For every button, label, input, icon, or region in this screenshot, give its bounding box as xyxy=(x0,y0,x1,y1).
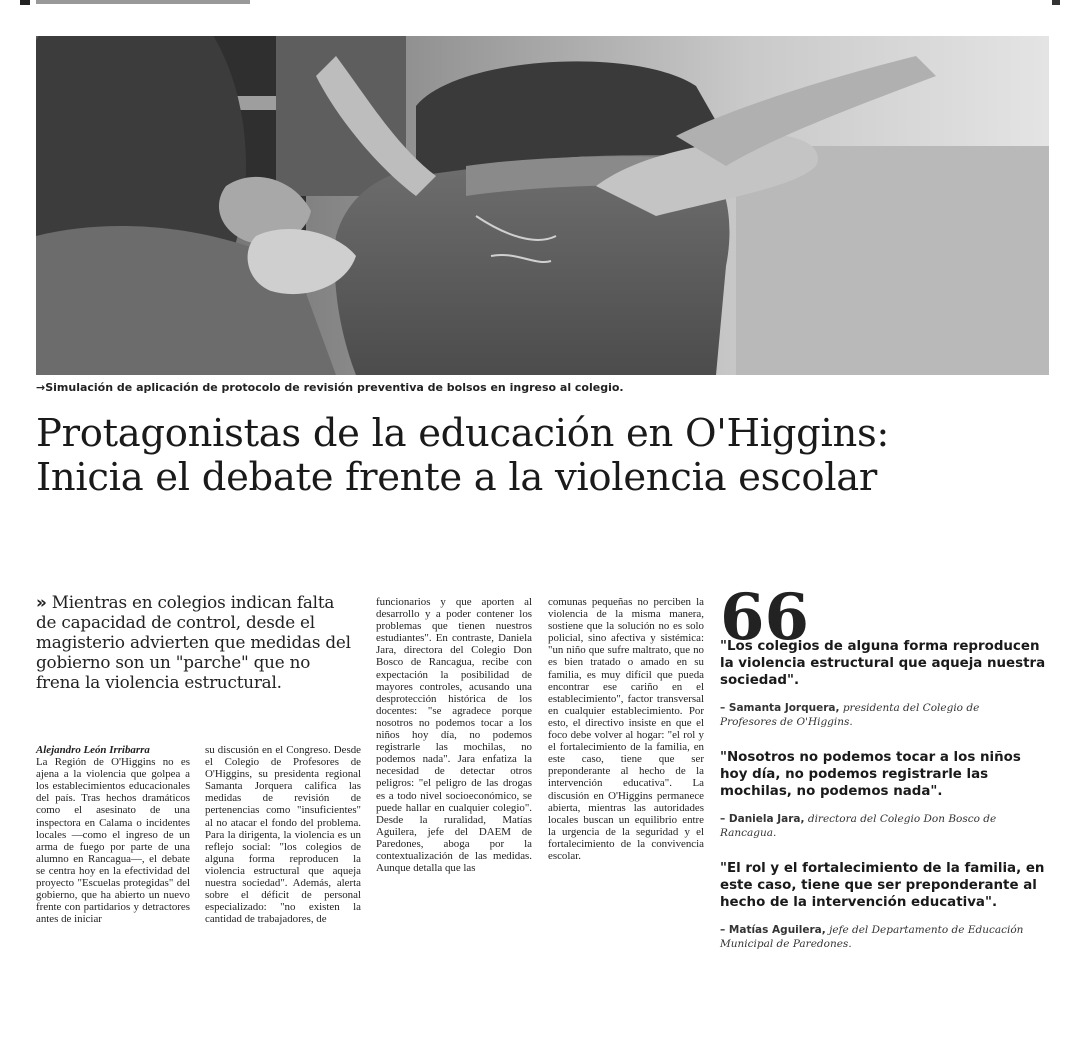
quote-attribution xyxy=(720,812,1020,840)
running-header xyxy=(36,0,250,4)
quote-text: "Los colegios de alguna forma reproducen la violencia estructural que aqueja nuestra sociedad". xyxy=(720,639,1046,688)
photo-caption: →Simulación de aplicación de protocolo de revisión preventiva de bolsos en ingreso al colegio. xyxy=(36,381,624,394)
article-photo xyxy=(36,36,1049,375)
quote-author-name: – Samanta Jorquera, xyxy=(720,702,840,714)
body-column-1 xyxy=(36,744,190,925)
article-lead xyxy=(36,592,356,692)
body-text-3: funcionarios y que aporten al desarrollo y a poder contener los problemas que tienen nuestros estudiantes". En contraste, Daniela Jara, directora del Colegio Don Bosco de Rancagua, recibe con expectación la posibilidad de mayores controles, acusando una desprotección histórica de los docentes: "se agradece porque nosotros no podemos tocar a los niños hoy día, no podemos registrarle las mochilas, no podemos nada". Jara enfatiza la necesidad de detectar otros peligros: "el peligro de las drogas es a todo nivel socioeconómico, se puede hallar en cualquier colegio". Desde la ruralidad, Matías Aguilera, jefe del DAEM de Paredones, aboga por la contextualización de las medidas. Aunque detalla que las xyxy=(376,596,532,875)
quote-attribution xyxy=(720,923,1050,951)
body-column-4 xyxy=(548,596,704,862)
quote-text: "Nosotros no podemos tocar a los niños hoy día, no podemos registrarle las mochilas, no podemos nada". xyxy=(720,750,1021,799)
quote-text: "El rol y el fortalecimiento de la familia, en este caso, tiene que ser preponderante al hecho de la intervención educativa". xyxy=(720,861,1045,910)
quote-author-role: presidenta del Colegio de Profesores de O'Higgins. xyxy=(720,702,980,728)
body-text-4: comunas pequeñas no perciben la violencia de la misma manera, sostiene que la solución no es solo policial, sino afectiva y sistémica: "un niño que sufre maltrato, que no es bien tratado o amado en su familia, es muy difícil que pueda encontrar ese cariño en el establecimiento", factor transversal en cualquier establecimiento. Por esto, el directivo insiste en que el foco debe volver al hogar: "el rol y el fortalecimiento de la familia, en este caso, tiene que ser preponderante al hecho de la intervención educativa". La discusión en O'Higgins permanece abierta, mientras las autoridades locales buscan un equilibrio entre la urgencia de la seguridad y el fortalecimiento de la convivencia escolar. xyxy=(548,596,704,862)
quote-mark-icon: 66 xyxy=(720,580,810,655)
body-column-3 xyxy=(376,596,532,874)
body-text-2: su discusión en el Congreso. Desde el Colegio de Profesores de O'Higgins, su presidenta regional Samanta Jorquera califica las medidas de revisión de pertenencias como "insuficientes" al no atacar el fondo del problema. Para la dirigenta, la violencia es un reflejo social: "los colegios de alguna forma reproducen la violencia estructural que aqueja nuestra sociedad". Además, alerta sobre el déficit de personal especializado: "no existen la cantidad de trabajadores, de xyxy=(205,744,361,926)
page-header-strip xyxy=(0,0,1080,8)
body-text-1: La Región de O'Higgins no es ajena a la violencia que golpea a los establecimientos educacionales del país. Tras hechos dramáticos como el asesinato de una inspectora en Calama o incidentes locales —como el ingreso de un arma de fuego por parte de una alumno en Rancagua—, el debate se centra hoy en la efectividad del proyecto "Escuelas protegidas" del gobierno, que ha abierto un nuevo frente con partidarios y detractores antes de iniciar xyxy=(36,756,190,926)
quote-author-role: directora del Colegio Don Bosco de Rancagua. xyxy=(720,813,997,839)
lead-arrow-icon: » xyxy=(36,592,47,612)
quote-author-name: – Daniela Jara, xyxy=(720,813,805,825)
headline-line-2: Inicia el debate frente a la violencia escolar xyxy=(36,455,878,500)
page-number xyxy=(1052,0,1060,5)
body-column-2 xyxy=(205,744,361,925)
article-headline xyxy=(36,412,1046,500)
quote-attribution xyxy=(720,701,1000,729)
quote-author-role: jefe del Departamento de Educación Municipal de Paredones. xyxy=(720,924,1024,950)
lead-text: Mientras en colegios indican falta de capacidad de control, desde el magisterio advierten que medidas del gobierno son un "parche" que no frena la violencia estructural. xyxy=(36,592,351,692)
backpack-photo-illustration xyxy=(36,36,1049,375)
section-marker xyxy=(20,0,30,5)
pull-quotes xyxy=(720,580,1050,951)
headline-line-1: Protagonistas de la educación en O'Higgins: xyxy=(36,411,890,456)
author-byline: Alejandro León Irribarra xyxy=(36,744,150,756)
quote-author-name: – Matías Aguilera, xyxy=(720,924,826,936)
